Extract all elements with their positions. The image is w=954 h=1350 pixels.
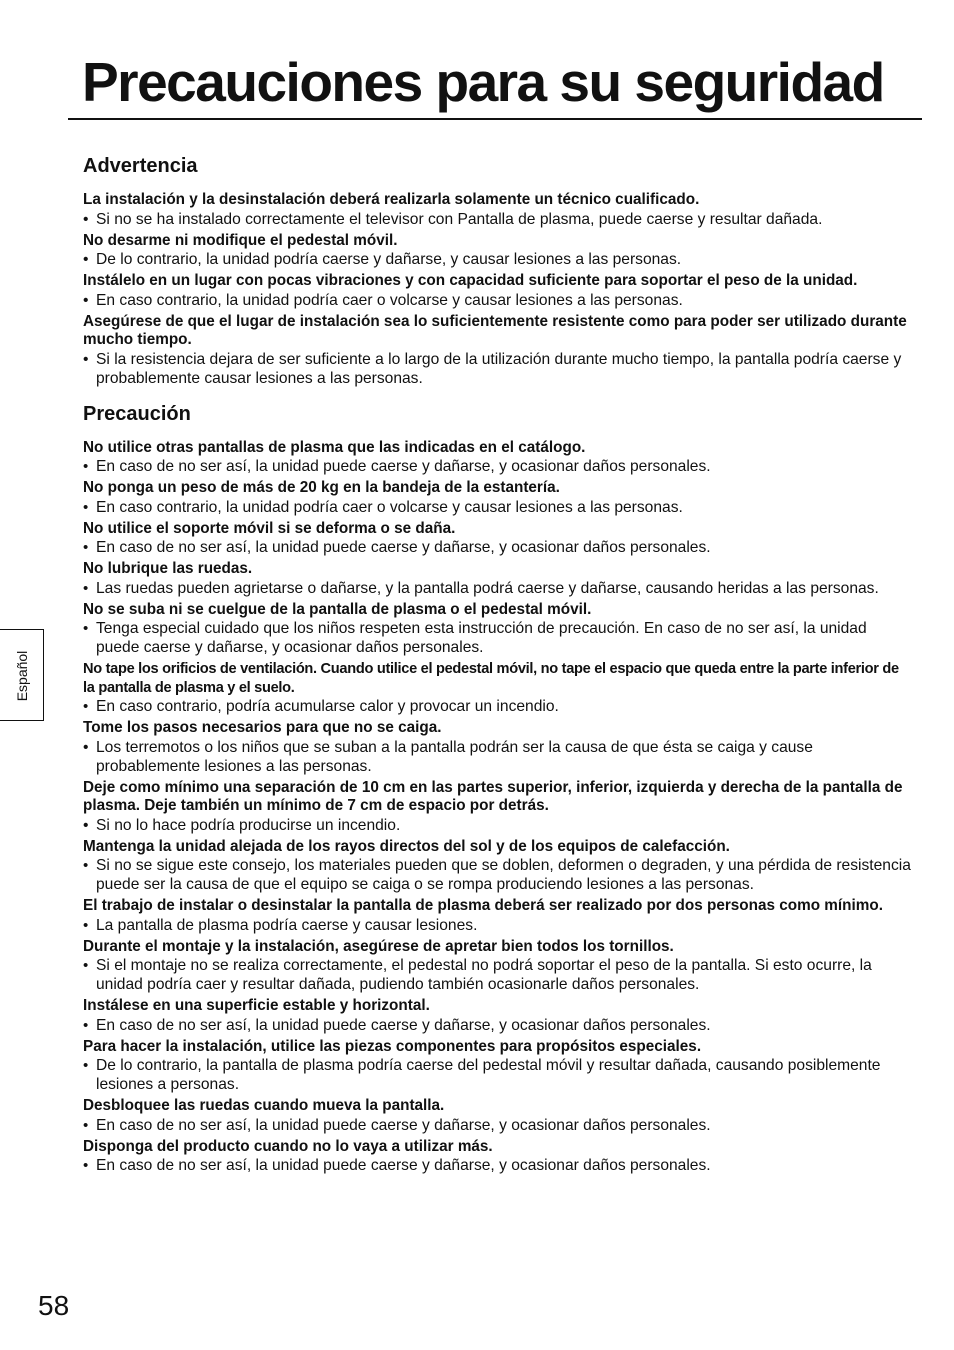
caution-item — [83, 479, 911, 517]
caution-heading: No utilice otras pantallas de plasma que las indicadas en el catálogo. — [83, 438, 586, 456]
caution-detail: • De lo contrario, la pantalla de plasma podría caerse del pedestal móvil y resultar dañada, causando posiblemente lesiones a personas. — [83, 1057, 881, 1093]
caution-detail: • Si el montaje no se realiza correctamente, el pedestal no podrá soportar el peso de la pantalla. Si esto ocurre, la unidad podría caer y resultar dañada, pudiendo también ocasionarle daños personales. — [83, 957, 872, 993]
caution-item — [83, 520, 911, 558]
page-number: 58 — [38, 1290, 70, 1321]
section-heading: Advertencia — [83, 155, 198, 177]
caution-heading: Desbloquee las ruedas cuando mueva la pantalla. — [83, 1097, 445, 1114]
caution-heading: Durante el montaje y la instalación, asegúrese de apretar bien todos los tornillos. — [83, 937, 674, 955]
caution-heading: Para hacer la instalación, utilice las piezas componentes para propósitos especiales. — [83, 1037, 702, 1055]
caution-item — [83, 1138, 911, 1176]
caution-item — [83, 997, 911, 1035]
bullet-icon: • — [83, 210, 89, 228]
caution-heading: No tape los orificios de ventilación. Cuando utilice el pedestal móvil, no tape el espacio que queda entre la parte inferior de la pantalla de plasma y el suelo. — [83, 661, 899, 696]
bullet-icon: • — [83, 698, 89, 715]
warning-item — [83, 232, 911, 270]
caution-heading: El trabajo de instalar o desinstalar la pantalla de plasma deberá ser realizado por dos personas como mínimo. — [83, 897, 883, 914]
caution-item — [83, 1097, 911, 1135]
caution-heading: No se suba ni se cuelgue de la pantalla de plasma o el pedestal móvil. — [83, 600, 592, 618]
bullet-icon: • — [83, 350, 89, 368]
bullet-icon: • — [83, 251, 89, 268]
caution-detail: • En caso contrario, la unidad podría caer o volcarse y causar lesiones a las personas. — [83, 498, 683, 516]
warning-item — [83, 191, 911, 229]
caution-heading: Disponga del producto cuando no lo vaya a utilizar más. — [83, 1137, 493, 1155]
caution-heading: Tome los pasos necesarios para que no se caiga. — [83, 719, 442, 736]
caution-item — [83, 439, 911, 477]
caution-item — [83, 601, 911, 658]
warning-heading: Instálelo en un lugar con pocas vibraciones y con capacidad suficiente para soportar el peso de la unidad. — [83, 272, 858, 289]
caution-detail: • En caso de no ser así, la unidad puede caerse y dañarse, y ocasionar daños personales. — [83, 458, 711, 475]
bullet-icon: • — [83, 1157, 89, 1174]
caution-item — [83, 719, 911, 776]
precautions-content — [83, 154, 911, 1189]
bullet-icon: • — [83, 816, 89, 834]
caution-detail: • Tenga especial cuidado que los niños respeten esta instrucción de precaución. En caso de no ser así, la unidad puede caerse y dañarse, y ocasionar daños personales. — [83, 620, 867, 656]
caution-item — [83, 560, 911, 598]
warning-item — [83, 313, 911, 388]
page-title: Precauciones para su seguridad — [82, 51, 884, 113]
language-side-tab — [0, 629, 44, 721]
section-advertencia — [83, 154, 911, 388]
caution-detail: • La pantalla de plasma podría caerse y causar lesiones. — [83, 916, 478, 934]
bullet-icon: • — [83, 1116, 89, 1134]
caution-heading: No lubrique las ruedas. — [83, 560, 253, 577]
caution-detail: • Las ruedas pueden agrietarse o dañarse, y la pantalla podrá caerse y dañarse, causando heridas a las personas. — [83, 579, 879, 597]
caution-heading: Deje como mínimo una separación de 10 cm en las partes superior, inferior, izquierda y derecha de la pantalla de plasma. Deje también un mínimo de 7 cm de espacio por detrás. — [83, 778, 903, 814]
warning-heading: No desarme ni modifique el pedestal móvil. — [83, 231, 398, 249]
bullet-icon: • — [83, 957, 89, 974]
caution-heading: Mantenga la unidad alejada de los rayos directos del sol y de los equipos de calefacción. — [83, 837, 730, 855]
caution-item — [83, 779, 911, 835]
bullet-icon: • — [83, 1016, 89, 1034]
caution-detail: • Si no lo hace podría producirse un incendio. — [83, 816, 401, 834]
caution-detail: • En caso de no ser así, la unidad puede caerse y dañarse, y ocasionar daños personales. — [83, 1116, 711, 1134]
bullet-icon: • — [83, 857, 89, 874]
bullet-icon: • — [83, 458, 89, 475]
warning-detail: • En caso contrario, la unidad podría caer o volcarse y causar lesiones a las personas. — [83, 291, 683, 309]
caution-item — [83, 660, 911, 716]
warning-detail: • Si no se ha instalado correctamente el televisor con Pantalla de plasma, puede caerse y resultar dañada. — [83, 210, 823, 228]
bullet-icon: • — [83, 579, 89, 597]
caution-detail: • En caso de no ser así, la unidad puede caerse y dañarse, y ocasionar daños personales. — [83, 539, 711, 556]
caution-detail: • Si no se sigue este consejo, los materiales pueden que se doblen, deformen o degraden, y una pérdida de resistencia puede ser la causa de que el equipo se caiga o se rompa produciendo lesiones a las personas. — [83, 857, 911, 893]
caution-item — [83, 938, 911, 995]
warning-detail: • Si la resistencia dejara de ser suficiente a lo largo de la utilización durante mucho tiempo, la pantalla podría caerse y probablemente causar lesiones a las personas. — [83, 350, 902, 387]
caution-detail: • En caso contrario, podría acumularse calor y provocar un incendio. — [83, 698, 559, 715]
bullet-icon: • — [83, 498, 89, 516]
bullet-icon: • — [83, 916, 89, 934]
warning-heading: La instalación y la desinstalación deberá realizarla solamente un técnico cualificado. — [83, 191, 700, 208]
section-heading: Precaución — [83, 402, 191, 425]
warning-item — [83, 272, 911, 310]
caution-heading: No utilice el soporte móvil si se deforma o se daña. — [83, 519, 456, 537]
caution-heading: Instálese en una superficie estable y horizontal. — [83, 997, 430, 1014]
caution-item — [83, 1038, 911, 1095]
caution-detail: • En caso de no ser así, la unidad puede caerse y dañarse, y ocasionar daños personales. — [83, 1157, 711, 1174]
bullet-icon: • — [83, 620, 89, 637]
section-precaucion — [83, 402, 911, 1176]
bullet-icon: • — [83, 1057, 89, 1074]
title-underline — [68, 118, 922, 120]
caution-item — [83, 897, 911, 935]
bullet-icon: • — [83, 291, 89, 309]
warning-heading: Asegúrese de que el lugar de instalación sea lo suficientemente resistente como para poder ser utilizado durante mucho tiempo. — [83, 312, 907, 348]
bullet-icon: • — [83, 738, 89, 756]
caution-heading: No ponga un peso de más de 20 kg en la bandeja de la estantería. — [83, 479, 560, 496]
warning-detail: • De lo contrario, la unidad podría caerse y dañarse, y causar lesiones a las personas. — [83, 251, 682, 268]
caution-detail: • Los terremotos o los niños que se suban a la pantalla podrán ser la causa de que ésta se caiga y cause probablemente lesiones a las personas. — [83, 738, 813, 775]
caution-item — [83, 838, 911, 895]
bullet-icon: • — [83, 539, 89, 556]
language-tab-label: Español — [14, 650, 30, 702]
caution-detail: • En caso de no ser así, la unidad puede caerse y dañarse, y ocasionar daños personales. — [83, 1016, 711, 1034]
